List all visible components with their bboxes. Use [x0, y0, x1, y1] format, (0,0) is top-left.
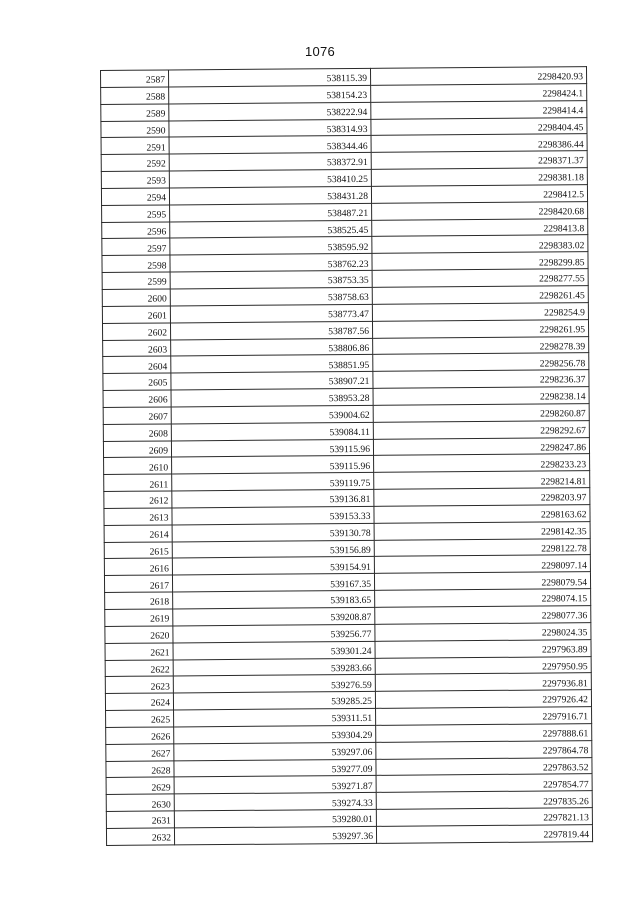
y-coordinate-cell: 2298412.5	[371, 185, 587, 204]
point-number-cell: 2610	[104, 457, 172, 474]
y-coordinate-cell: 2298097.14	[374, 555, 590, 574]
point-number-cell: 2594	[101, 188, 169, 205]
x-coordinate-cell: 539156.89	[172, 540, 374, 558]
point-number-cell: 2618	[105, 592, 173, 609]
y-coordinate-cell: 2297821.13	[376, 808, 592, 827]
y-coordinate-cell: 2298292.67	[373, 420, 589, 439]
y-coordinate-cell: 2298203.97	[374, 488, 590, 507]
point-number-cell: 2627	[106, 744, 174, 761]
y-coordinate-cell: 2298254.9	[372, 302, 588, 321]
y-coordinate-cell: 2298261.45	[372, 286, 588, 305]
x-coordinate-cell: 539115.96	[171, 439, 373, 457]
x-coordinate-cell: 539304.29	[174, 725, 376, 743]
y-coordinate-cell: 2297854.77	[376, 774, 592, 793]
point-number-cell: 2615	[104, 542, 172, 559]
x-coordinate-cell: 538595.92	[170, 237, 372, 255]
x-coordinate-cell: 539271.87	[174, 776, 376, 794]
y-coordinate-cell: 2298236.37	[373, 370, 589, 389]
point-number-cell: 2600	[102, 289, 170, 306]
x-coordinate-cell: 539297.36	[174, 826, 376, 845]
y-coordinate-cell: 2298386.44	[371, 134, 587, 153]
x-coordinate-cell: 538851.95	[171, 355, 373, 373]
point-number-cell: 2588	[101, 87, 169, 104]
x-coordinate-cell: 538758.63	[170, 287, 372, 305]
y-coordinate-cell: 2298233.23	[374, 454, 590, 473]
y-coordinate-cell: 2298074.15	[375, 589, 591, 608]
point-number-cell: 2599	[102, 272, 170, 289]
x-coordinate-cell: 539297.06	[174, 742, 376, 760]
point-number-cell: 2613	[104, 508, 172, 525]
point-number-cell: 2607	[103, 407, 171, 424]
point-number-cell: 2601	[102, 306, 170, 323]
x-coordinate-cell: 538773.47	[170, 304, 372, 322]
y-coordinate-cell: 2298277.55	[372, 269, 588, 288]
x-coordinate-cell: 539004.62	[171, 405, 373, 423]
y-coordinate-cell: 2298142.35	[374, 521, 590, 540]
point-number-cell: 2619	[105, 609, 173, 626]
point-number-cell: 2617	[104, 575, 172, 592]
point-number-cell: 2631	[106, 811, 174, 828]
x-coordinate-cell: 539136.81	[172, 489, 374, 507]
y-coordinate-cell: 2298414.4	[371, 100, 587, 119]
point-number-cell: 2598	[102, 255, 170, 272]
x-coordinate-cell: 539301.24	[173, 641, 375, 659]
x-coordinate-cell: 539119.75	[172, 473, 374, 491]
x-coordinate-cell: 538154.23	[169, 85, 371, 103]
y-coordinate-cell: 2298024.35	[375, 623, 591, 642]
point-number-cell: 2621	[105, 643, 173, 660]
y-coordinate-cell: 2297863.52	[376, 757, 592, 776]
x-coordinate-cell: 538806.86	[171, 338, 373, 356]
x-coordinate-cell: 539153.33	[172, 506, 374, 524]
y-coordinate-cell: 2298261.95	[372, 319, 588, 338]
point-number-cell: 2597	[102, 238, 170, 255]
point-number-cell: 2605	[103, 373, 171, 390]
x-coordinate-cell: 538314.93	[169, 119, 371, 137]
point-number-cell: 2608	[103, 424, 171, 441]
x-coordinate-cell: 539285.25	[173, 692, 375, 710]
y-coordinate-cell: 2298299.85	[372, 252, 588, 271]
x-coordinate-cell: 538525.45	[170, 220, 372, 238]
y-coordinate-cell: 2297950.95	[375, 656, 591, 675]
table-row	[106, 825, 592, 846]
y-coordinate-cell: 2298163.62	[374, 505, 590, 524]
point-number-cell: 2628	[106, 761, 174, 778]
point-number-cell: 2606	[103, 390, 171, 407]
y-coordinate-cell: 2298424.1	[371, 84, 587, 103]
coordinates-table	[100, 66, 593, 846]
y-coordinate-cell: 2297819.44	[376, 825, 592, 844]
x-coordinate-cell: 538787.56	[170, 321, 372, 339]
y-coordinate-cell: 2298122.78	[374, 538, 590, 557]
point-number-cell: 2587	[101, 70, 169, 87]
point-number-cell: 2623	[105, 676, 173, 693]
x-coordinate-cell: 539311.51	[174, 708, 376, 726]
point-number-cell: 2611	[104, 474, 172, 491]
x-coordinate-cell: 538907.21	[171, 372, 373, 390]
x-coordinate-cell: 539283.66	[173, 658, 375, 676]
y-coordinate-cell: 2297936.81	[375, 673, 591, 692]
point-number-cell: 2591	[101, 137, 169, 154]
y-coordinate-cell: 2297916.71	[376, 707, 592, 726]
point-number-cell: 2612	[104, 491, 172, 508]
page-number: 1076	[304, 44, 336, 59]
x-coordinate-cell: 538753.35	[170, 270, 372, 288]
y-coordinate-cell: 2298079.54	[374, 572, 590, 591]
x-coordinate-cell: 539115.96	[172, 456, 374, 474]
x-coordinate-cell: 538410.25	[169, 169, 371, 187]
y-coordinate-cell: 2298413.8	[372, 218, 588, 237]
point-number-cell: 2592	[101, 154, 169, 171]
y-coordinate-cell: 2298247.86	[373, 437, 589, 456]
x-coordinate-cell: 538953.28	[171, 388, 373, 406]
point-number-cell: 2589	[101, 104, 169, 121]
point-number-cell: 2602	[102, 323, 170, 340]
y-coordinate-cell: 2297835.26	[376, 791, 592, 810]
y-coordinate-cell: 2298404.45	[371, 117, 587, 136]
x-coordinate-cell: 538487.21	[170, 203, 372, 221]
y-coordinate-cell: 2298383.02	[372, 235, 588, 254]
point-number-cell: 2609	[103, 441, 171, 458]
x-coordinate-cell: 538431.28	[169, 186, 371, 204]
point-number-cell: 2624	[105, 693, 173, 710]
y-coordinate-cell: 2298278.39	[373, 336, 589, 355]
point-number-cell: 2603	[103, 339, 171, 356]
point-number-cell: 2632	[106, 828, 174, 846]
y-coordinate-cell: 2298371.37	[371, 151, 587, 170]
x-coordinate-cell: 538344.46	[169, 136, 371, 154]
y-coordinate-cell: 2298381.18	[371, 168, 587, 187]
coordinates-sheet	[100, 66, 592, 846]
x-coordinate-cell: 539208.87	[173, 607, 375, 625]
x-coordinate-cell: 539274.33	[174, 793, 376, 811]
x-coordinate-cell: 538372.91	[169, 153, 371, 171]
x-coordinate-cell: 539167.35	[172, 574, 374, 592]
y-coordinate-cell: 2297963.89	[375, 639, 591, 658]
point-number-cell: 2620	[105, 626, 173, 643]
y-coordinate-cell: 2297864.78	[376, 740, 592, 759]
x-coordinate-cell: 539084.11	[171, 422, 373, 440]
point-number-cell: 2593	[101, 171, 169, 188]
y-coordinate-cell: 2298214.81	[374, 471, 590, 490]
x-coordinate-cell: 538115.39	[169, 68, 371, 86]
y-coordinate-cell: 2298420.68	[372, 201, 588, 220]
x-coordinate-cell: 539277.09	[174, 759, 376, 777]
x-coordinate-cell: 539154.91	[172, 557, 374, 575]
point-number-cell: 2614	[104, 525, 172, 542]
y-coordinate-cell: 2298420.93	[370, 67, 586, 86]
x-coordinate-cell: 539130.78	[172, 523, 374, 541]
point-number-cell: 2630	[106, 794, 174, 811]
point-number-cell: 2629	[106, 777, 174, 794]
point-number-cell: 2622	[105, 659, 173, 676]
x-coordinate-cell: 539256.77	[173, 624, 375, 642]
x-coordinate-cell: 538762.23	[170, 254, 372, 272]
x-coordinate-cell: 539183.65	[173, 591, 375, 609]
y-coordinate-cell: 2298238.14	[373, 387, 589, 406]
x-coordinate-cell: 539276.59	[173, 675, 375, 693]
coordinates-table-body	[101, 67, 593, 846]
point-number-cell: 2595	[102, 205, 170, 222]
x-coordinate-cell: 539280.01	[174, 809, 376, 827]
point-number-cell: 2616	[104, 558, 172, 575]
y-coordinate-cell: 2298260.87	[373, 404, 589, 423]
point-number-cell: 2596	[102, 222, 170, 239]
point-number-cell: 2604	[103, 356, 171, 373]
y-coordinate-cell: 2297926.42	[375, 690, 591, 709]
x-coordinate-cell: 538222.94	[169, 102, 371, 120]
point-number-cell: 2626	[106, 727, 174, 744]
point-number-cell: 2625	[106, 710, 174, 727]
y-coordinate-cell: 2297888.61	[376, 724, 592, 743]
point-number-cell: 2590	[101, 120, 169, 137]
y-coordinate-cell: 2298256.78	[373, 353, 589, 372]
y-coordinate-cell: 2298077.36	[375, 606, 591, 625]
